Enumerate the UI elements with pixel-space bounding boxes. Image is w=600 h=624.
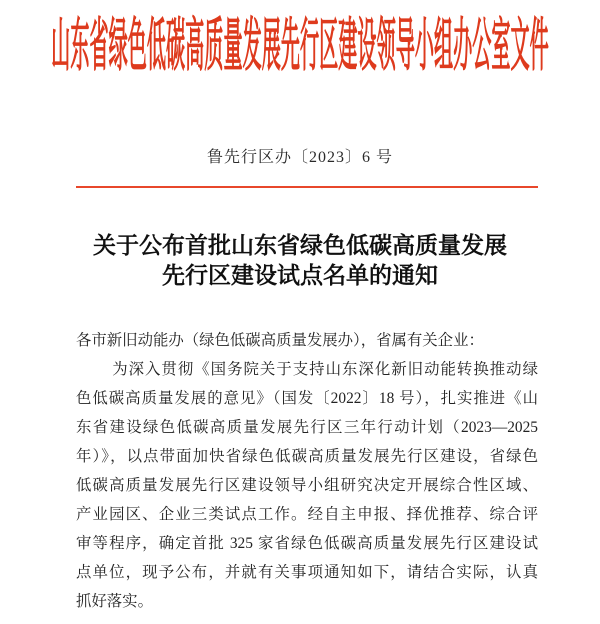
body-line-2: 为深入贯彻《国务院关于支持山东深化新旧动能转换推动绿 [112, 361, 538, 378]
notice-title-line1: 关于公布首批山东省绿色低碳高质量发展 [93, 233, 507, 258]
document-number: 鲁先行区办〔2023〕6 号 [206, 149, 393, 166]
notice-title-line2: 先行区建设试点名单的通知 [162, 263, 438, 288]
notice-title [0, 231, 600, 291]
body-line-9: 点单位，现予公布，并就有关事项通知如下，请结合实际，认真 [76, 564, 538, 581]
body-line-5: 年）》，以点带面加快省绿色低碳高质量发展先行区建设，省绿色 [76, 448, 538, 465]
body-line-4: 东省建设绿色低碳高质量发展先行区三年行动计划（2023—2025 [76, 419, 538, 436]
notice-body [76, 326, 538, 616]
red-letterhead [0, 13, 600, 79]
red-divider-line [76, 186, 538, 188]
body-line-7: 产业园区、企业三类试点工作。经自主申报、择优推荐、综合评 [76, 506, 538, 523]
salutation-line: 各市新旧动能办（绿色低碳高质量发展办），省属有关企业： [76, 332, 484, 349]
issuing-office-title: 山东省绿色低碳高质量发展先行区建设领导小组办公室文件 [51, 13, 549, 78]
body-line-3: 色低碳高质量发展的意见》（国发〔2022〕18 号），扎实推进《山 [76, 390, 538, 407]
body-line-8: 审等程序，确定首批 325 家省绿色低碳高质量发展先行区建设试 [76, 535, 538, 552]
body-line-6: 低碳高质量发展先行区建设领导小组研究决定开展综合性区域、 [76, 477, 538, 494]
body-line-10: 抓好落实。 [76, 593, 153, 610]
